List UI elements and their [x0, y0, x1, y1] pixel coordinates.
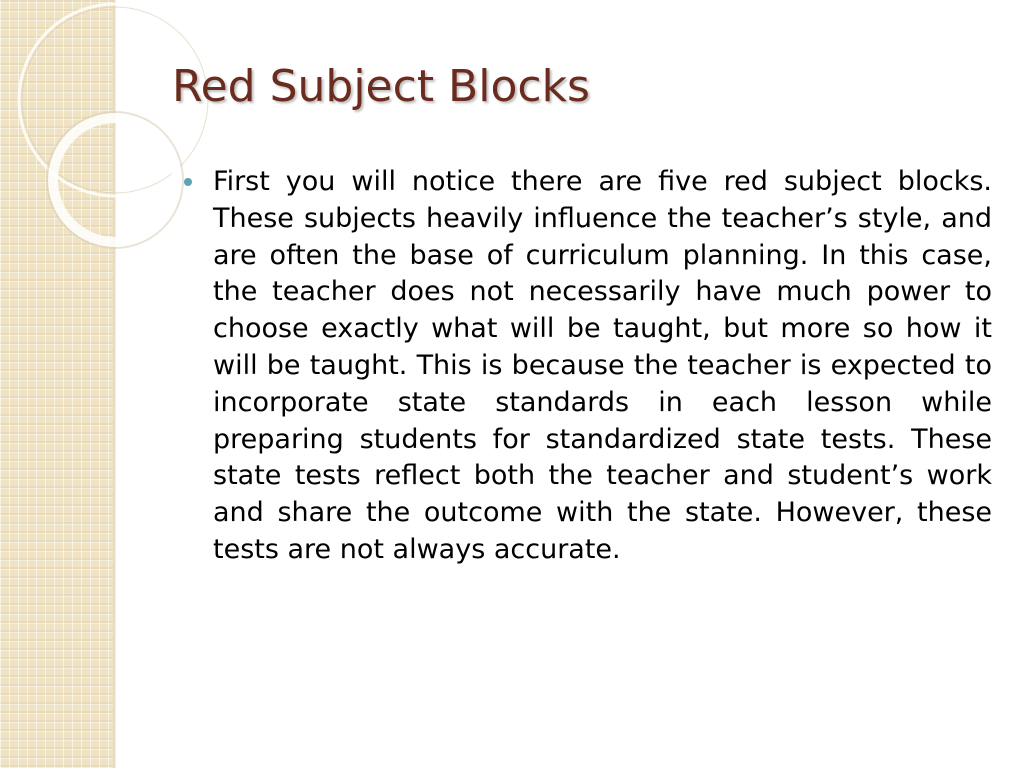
side-strip-edge — [113, 0, 116, 768]
bullet-text: First you will notice there are five red subject blocks. These subjects heavily influence the teacher’s style, and are often the base of curriculum planning. In this case, the teacher does not necessarily have much power to choose exactly what will be taught, but more so how it will be taught. This is because the teacher is expected to incorporate state standards in each lesson while preparing students for standardized state tests. These state tests reflect both the teacher and student’s work and share the outcome with the state. However, these tests are not always accurate. — [213, 166, 992, 565]
bullet-item — [180, 164, 992, 569]
decorative-side-strip — [0, 0, 113, 768]
slide-title: Red Subject Blocks — [172, 61, 590, 112]
bullet-list — [180, 164, 992, 569]
bullet-dot-icon — [184, 178, 192, 186]
